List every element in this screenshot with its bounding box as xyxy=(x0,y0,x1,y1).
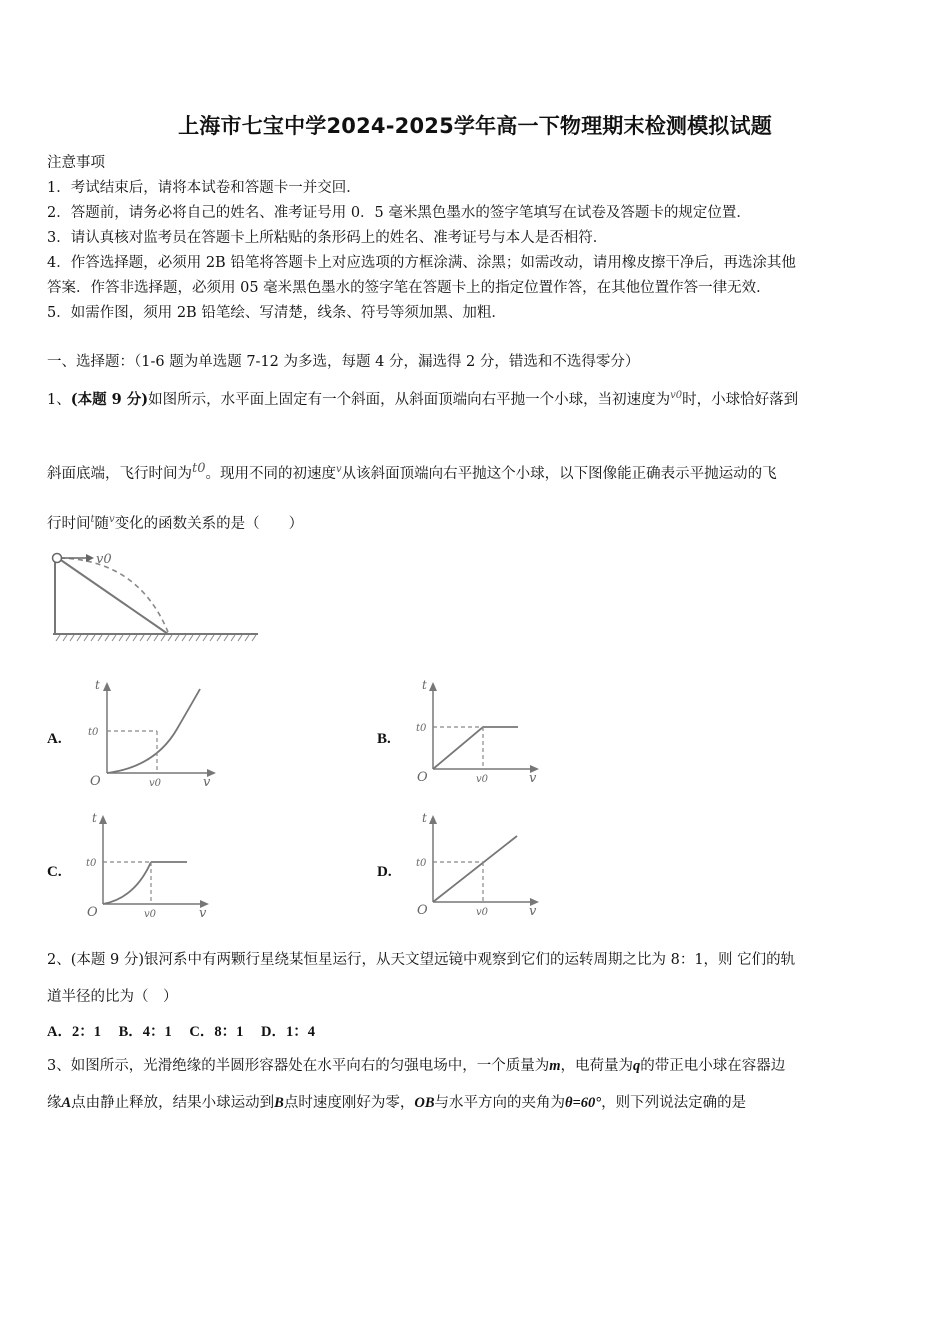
q2-option-a[interactable]: A．2：1 xyxy=(47,1024,101,1040)
option-d-label[interactable]: D. xyxy=(377,864,392,880)
var-q: q xyxy=(633,1058,641,1074)
origin-label: O xyxy=(417,770,428,785)
q2-option-b[interactable]: B．4：1 xyxy=(118,1024,172,1040)
notice-block xyxy=(47,151,917,326)
q3-text: ，则下列说法定确的是 xyxy=(601,1095,747,1111)
axis-t-label: t xyxy=(422,811,427,825)
q2-options xyxy=(47,1020,329,1041)
q1-text: 。现用不同的初速度 xyxy=(205,465,336,482)
axis-v0-label: v0 xyxy=(476,774,489,785)
axis-t0-label: t0 xyxy=(416,858,427,869)
q3-text: 缘 xyxy=(47,1095,62,1111)
q1-text: 从该斜面顶端向右平抛这个小球，以下图像能正确表示平抛运动的飞 xyxy=(341,465,777,482)
page-title: 上海市七宝中学2024-2025学年高一下物理期末检测模拟试题 xyxy=(178,114,772,138)
q1-text: 行时间 xyxy=(47,516,91,532)
q1-line1 xyxy=(47,388,798,409)
notice-item: 3．请认真核对监考员在答题卡上所粘贴的条形码上的姓名、准考证号与本人是否相符． xyxy=(47,230,608,246)
q1-text: 如图所示，水平面上固定有一个斜面，从斜面顶端向右平抛一个小球，当初速度为 xyxy=(148,392,671,408)
q3-text: 点由静止释放，结果小球运动到 xyxy=(71,1095,275,1111)
var-t: t xyxy=(90,514,95,526)
q1-text: 时，小球恰好落到 xyxy=(682,392,799,408)
option-a-label[interactable]: A. xyxy=(47,731,62,747)
q3-line2 xyxy=(47,1091,746,1112)
q1-line2 xyxy=(47,461,777,483)
var-m: m xyxy=(549,1058,561,1074)
q1-score: (本题 9 分) xyxy=(70,391,149,408)
axis-t0-label: t0 xyxy=(416,723,427,734)
option-d-graph xyxy=(413,810,548,925)
axis-v0-label: v0 xyxy=(149,778,162,789)
q1-line3 xyxy=(47,512,303,533)
origin-label: O xyxy=(417,903,428,918)
option-c-graph xyxy=(83,810,218,925)
q2-option-c[interactable]: C．8：1 xyxy=(189,1024,244,1040)
incline-figure xyxy=(48,548,263,643)
origin-label: O xyxy=(90,774,101,789)
q1-text: 随 xyxy=(94,516,110,532)
axis-t-label: t xyxy=(422,678,427,692)
q1-number: 1、 xyxy=(47,392,71,408)
var-t0: t0 xyxy=(192,461,206,476)
q3-text: 3、如图所示，光滑绝缘的半圆形容器处在水平向右的匀强电场中，一个质量为 xyxy=(47,1058,550,1074)
notice-item: 1．考试结束后，请将本试卷和答题卡一并交回． xyxy=(47,180,361,196)
option-b-label[interactable]: B. xyxy=(377,731,391,747)
section-heading: 一、选择题：（1-6 题为单选题 7-12 为多选，每题 4 分，漏选得 2 分，错选和不选得零分） xyxy=(47,354,640,370)
var-a: A xyxy=(61,1095,72,1111)
option-c-label[interactable]: C. xyxy=(47,864,62,880)
var-v: v xyxy=(336,464,342,475)
var-v: v xyxy=(109,514,115,526)
option-a-graph xyxy=(85,677,220,792)
axis-v-label: v xyxy=(199,906,207,921)
q1-text: 斜面底端，飞行时间为 xyxy=(47,465,192,482)
notice-item: 2．答题前，请务必将自己的姓名、准考证号用 0．5 毫米黑色墨水的签字笔填写在试卷及答题卡的规定位置． xyxy=(47,205,751,221)
axis-v-label: v xyxy=(529,904,537,919)
q3-text: ，电荷量为 xyxy=(560,1058,634,1074)
axis-t-label: t xyxy=(95,678,100,692)
figure-v0-label: v0 xyxy=(96,552,112,567)
var-ob: OB xyxy=(414,1095,435,1111)
axis-t0-label: t0 xyxy=(86,858,97,869)
axis-v0-label: v0 xyxy=(144,909,157,920)
var-theta: θ=60° xyxy=(565,1095,602,1111)
var-v0: v0 xyxy=(670,390,683,402)
q3-text: 与水平方向的夹角为 xyxy=(434,1095,565,1111)
axis-v-label: v xyxy=(529,771,537,786)
axis-t0-label: t0 xyxy=(88,727,99,738)
axis-v-label: v xyxy=(203,775,211,790)
q2-line1: 2、(本题 9 分)银河系中有两颗行星绕某恒星运行，从天文望远镜中观察到它们的运转周期之比为 8：1，则 它们的轨 xyxy=(47,952,796,968)
notice-heading: 注意事项 xyxy=(47,155,105,171)
origin-label: O xyxy=(87,905,98,920)
q3-text: 点时速度刚好为零， xyxy=(283,1095,415,1111)
notice-item: 4．作答选择题，必须用 2B 铅笔将答题卡上对应选项的方框涂满、涂黑；如需改动，请用橡皮擦干净后，再选涂其他 xyxy=(47,255,796,271)
q3-line1 xyxy=(47,1054,785,1075)
q3-text: 的带正电小球在容器边 xyxy=(640,1058,786,1074)
option-b-graph xyxy=(413,677,548,792)
notice-item: 5．如需作图，须用 2B 铅笔绘、写清楚，线条、符号等须加黑、加粗． xyxy=(47,305,506,321)
q2-option-d[interactable]: D．1：4 xyxy=(261,1024,315,1040)
var-b: B xyxy=(274,1095,284,1111)
axis-t-label: t xyxy=(92,811,97,825)
q1-text: 变化的函数关系的是（ ） xyxy=(114,516,304,532)
axis-v0-label: v0 xyxy=(476,907,489,918)
notice-item: 答案．作答非选择题，必须用 05 毫米黑色墨水的签字笔在答题卡上的指定位置作答，在其他位置作答一律无效． xyxy=(47,280,771,296)
q2-line2: 道半径的比为（ ） xyxy=(47,989,178,1005)
